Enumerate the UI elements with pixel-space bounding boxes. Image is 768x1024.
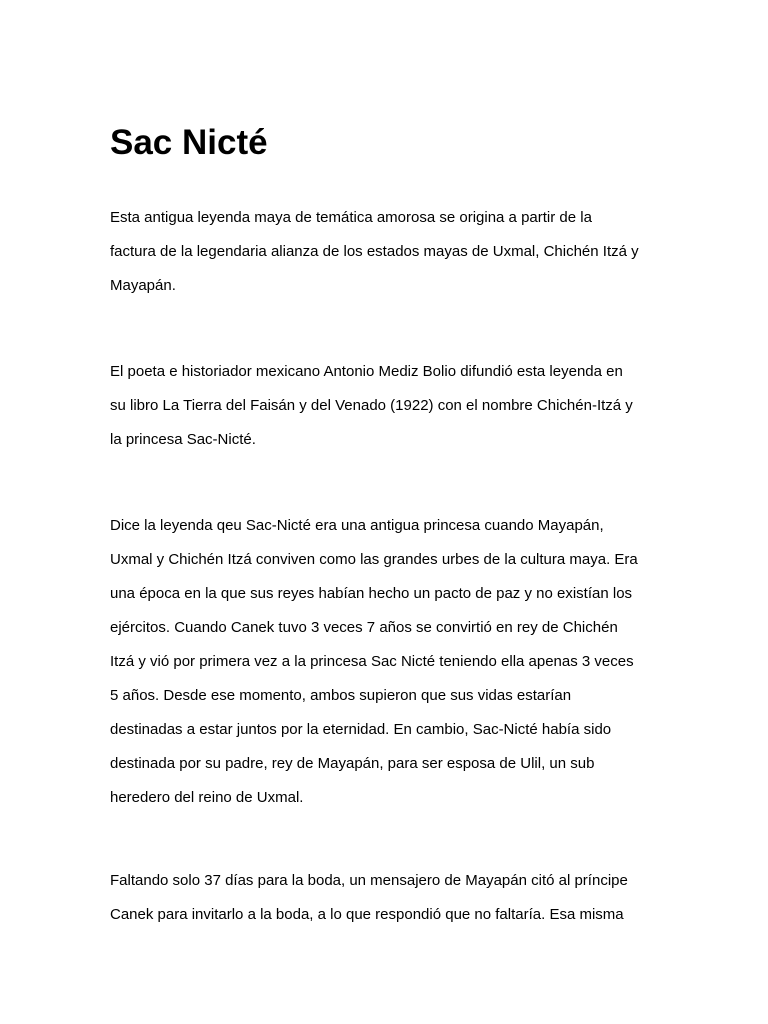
paragraph-line: Dice la leyenda qeu Sac-Nicté era una antigua princesa cuando Mayapán, — [110, 517, 604, 534]
paragraph-line: Itzá y vió por primera vez a la princesa Sac Nicté teniendo ella apenas 3 veces — [110, 653, 634, 670]
paragraph-line: una época en la que sus reyes habían hecho un pacto de paz y no existían los — [110, 585, 633, 602]
paragraph-1 — [110, 201, 670, 303]
paragraph-line: El poeta e historiador mexicano Antonio Mediz Bolio difundió esta leyenda en — [110, 363, 623, 380]
paragraph-line: Esta antigua leyenda maya de temática amorosa se origina a partir de la — [110, 209, 592, 226]
paragraph-line: Canek para invitarlo a la boda, a lo que respondió que no faltaría. Esa misma — [110, 906, 624, 923]
paragraph-line: Mayapán. — [110, 277, 176, 294]
paragraph-line: heredero del reino de Uxmal. — [110, 789, 304, 806]
paragraph-3 — [110, 509, 670, 815]
paragraph-2 — [110, 355, 670, 457]
paragraph-line: ejércitos. Cuando Canek tuvo 3 veces 7 años se convirtió en rey de Chichén — [110, 619, 618, 636]
paragraph-line: destinadas a estar juntos por la eternidad. En cambio, Sac-Nicté había sido — [110, 721, 612, 738]
paragraph-line: factura de la legendaria alianza de los estados mayas de Uxmal, Chichén Itzá y — [110, 243, 639, 260]
document-title: Sac Nicté — [110, 123, 268, 162]
paragraph-4 — [110, 864, 670, 932]
paragraph-line: su libro La Tierra del Faisán y del Venado (1922) con el nombre Chichén-Itzá y — [110, 397, 633, 414]
paragraph-line: 5 años. Desde ese momento, ambos supieron que sus vidas estarían — [110, 687, 572, 704]
paragraph-line: destinada por su padre, rey de Mayapán, para ser esposa de Ulil, un sub — [110, 755, 595, 772]
paragraph-line: Faltando solo 37 días para la boda, un mensajero de Mayapán citó al príncipe — [110, 872, 628, 889]
paragraph-line: Uxmal y Chichén Itzá conviven como las grandes urbes de la cultura maya. Era — [110, 551, 638, 568]
paragraph-line: la princesa Sac-Nicté. — [110, 431, 256, 448]
